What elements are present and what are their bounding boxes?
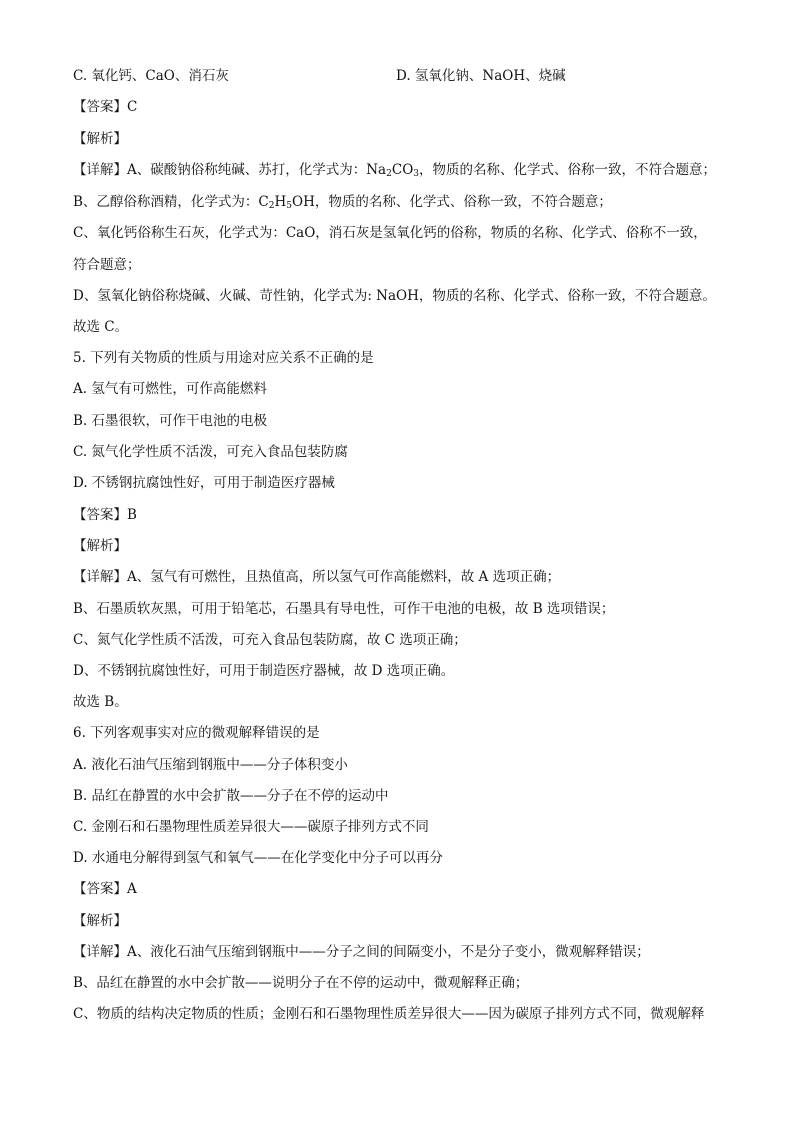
- q6-option-d: D. 水通电分解得到氢气和氧气——在化学变化中分子可以再分: [73, 850, 443, 866]
- q5-option-a: A. 氢气有可燃性，可作高能燃料: [73, 381, 267, 397]
- q5-detail-c: C、氮气化学性质不活泼，可充入食品包装防腐，故 C 选项正确；: [73, 632, 467, 648]
- q5-option-c: C. 氮气化学性质不活泼，可充入食品包装防腐: [73, 444, 348, 460]
- q6-answer: 【答案】A: [73, 881, 137, 897]
- q4-option-d: D. 氢氧化钠、NaOH、烧碱: [396, 68, 566, 84]
- q5-conclusion: 故选 B。: [73, 694, 128, 710]
- q6-option-b: B. 品红在静置的水中会扩散——分子在不停的运动中: [73, 788, 389, 804]
- q4-detail-d: D、氢氧化钠俗称烧碱、火碱、苛性钠，化学式为: NaOH，物质的名称、化学式、俗称一致，不符合题意。: [73, 288, 716, 304]
- q4-analysis-title: 【解析】: [73, 131, 127, 147]
- q5-answer: 【答案】B: [73, 507, 137, 523]
- q6-option-a: A. 液化石油气压缩到钢瓶中——分子体积变小: [73, 757, 348, 773]
- q5-stem: 5. 下列有关物质的性质与用途对应关系不正确的是: [73, 350, 374, 366]
- q4-conclusion: 故选 C。: [73, 319, 129, 335]
- q5-detail-b: B、石墨质软灰黑，可用于铅笔芯，石墨具有导电性，可作干电池的电极，故 B 选项错误；: [73, 601, 615, 617]
- q6-detail-c: C、物质的结构决定物质的性质；金刚石和石墨物理性质差异很大——因为碳原子排列方式不同，微观解释: [73, 1006, 705, 1022]
- q4-answer: 【答案】C: [73, 99, 138, 115]
- q5-analysis-title: 【解析】: [73, 538, 127, 554]
- q6-detail-a: 【详解】A、液化石油气压缩到钢瓶中——分子之间的间隔变小，不是分子变小，微观解释错误；: [73, 944, 650, 960]
- q6-stem: 6. 下列客观事实对应的微观解释错误的是: [73, 725, 320, 741]
- q5-detail-a: 【详解】A、氢气有可燃性，且热值高，所以氢气可作高能燃料，故 A 选项正确；: [73, 569, 561, 585]
- q6-analysis-title: 【解析】: [73, 913, 127, 929]
- q4-option-c: C. 氧化钙、CaO、消石灰: [73, 68, 229, 84]
- q4-detail-b: B、乙醇俗称酒精，化学式为：$C_2H_5OH$，物质的名称、化学式、俗称一致，不符合题意；: [73, 194, 612, 211]
- q4-options-row-cd: [73, 66, 733, 86]
- q6-option-c: C. 金刚石和石墨物理性质差异很大——碳原子排列方式不同: [73, 819, 429, 835]
- q5-option-d: D. 不锈钢抗腐蚀性好，可用于制造医疗器械: [73, 475, 335, 491]
- q4-detail-a: 【详解】A、碳酸钠俗称纯碱、苏打，化学式为：$Na_2CO_3$，物质的名称、化学式、俗称一致，不符合题意；: [73, 162, 716, 179]
- q6-detail-b: B、品红在静置的水中会扩散——说明分子在不停的运动中，微观解释正确；: [73, 975, 529, 991]
- q5-detail-d: D、不锈钢抗腐蚀性好，可用于制造医疗器械，故 D 选项正确。: [73, 663, 455, 679]
- q4-detail-c-line1: C、氧化钙俗称生石灰，化学式为：CaO，消石灰是氢氧化钙的俗称，物质的名称、化学式、俗称不一致，: [73, 225, 707, 241]
- q5-option-b: B. 石墨很软，可作干电池的电极: [73, 413, 268, 429]
- q4-detail-c-line2: 符合题意；: [73, 257, 141, 273]
